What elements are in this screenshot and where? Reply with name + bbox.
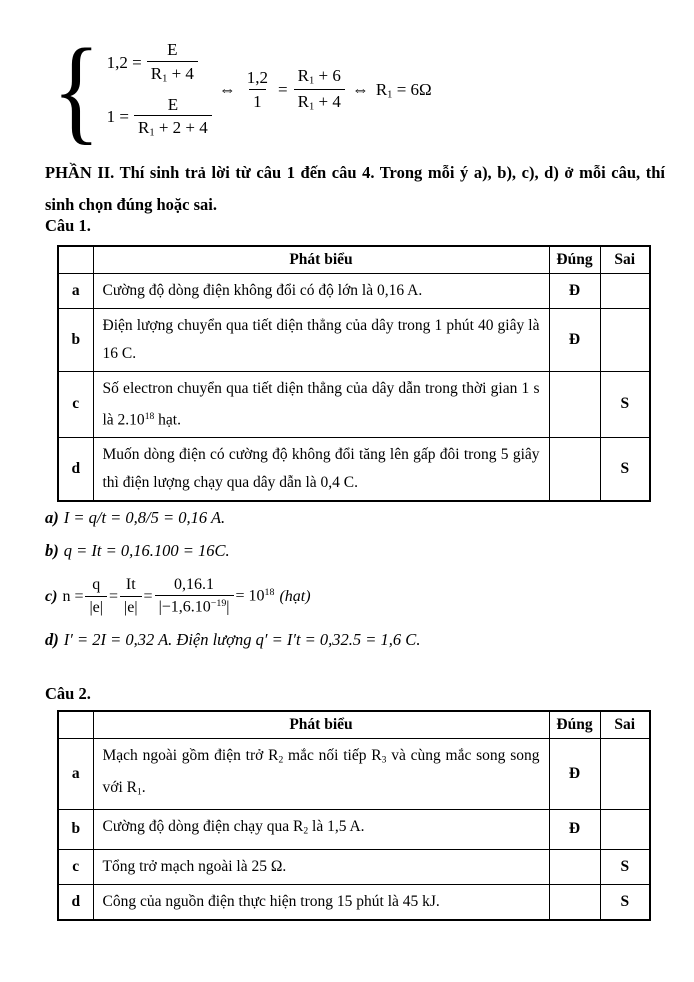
equation-1-lhs: 1,2 = <box>106 52 142 72</box>
equals-sign: = <box>278 80 288 99</box>
fraction-denominator: $R_1 + 4$ <box>147 61 198 86</box>
fraction-denominator: $|-1,6.10^{-19}|$ <box>155 595 234 617</box>
solution-label: a) <box>45 508 59 527</box>
fraction-numerator: 0,16.1 <box>174 576 215 593</box>
statement-cell: Muốn dòng điện có cường độ không đổi tăng lên gấp đôi trong 5 giây thì điện lượng chạy qua dây dẫn là 0,4 C. <box>93 437 549 501</box>
false-mark-cell: S <box>600 371 650 437</box>
solution-label: d) <box>45 630 59 650</box>
table-row <box>58 371 650 437</box>
fraction-e-over-r1p4 <box>147 40 198 85</box>
fraction-it-over-e <box>120 576 142 617</box>
false-mark-cell <box>600 273 650 308</box>
false-mark-cell <box>600 810 650 849</box>
statement-cell: Số electron chuyển qua tiết diện thẳng của dây dẫn trong thời gian 1 s là 2.10$^{18}$ hạt. <box>93 371 549 437</box>
true-mark-cell <box>549 884 600 920</box>
row-letter-cell: a <box>58 738 93 810</box>
header-false-cell: Sai <box>600 711 650 738</box>
question1-table <box>57 245 651 502</box>
equals-sign: = <box>108 587 119 605</box>
header-statement-cell: Phát biểu <box>93 246 549 273</box>
table-row <box>58 437 650 501</box>
question1-label: Câu 1. <box>45 216 91 235</box>
true-mark-cell <box>549 371 600 437</box>
header-true-cell: Đúng <box>549 711 600 738</box>
equals-sign: = <box>143 587 153 605</box>
fraction-denominator: $R_1 + 4$ <box>294 89 345 114</box>
table-header-row <box>58 711 650 738</box>
fraction-denominator: 1 <box>249 89 266 112</box>
row-letter-cell: d <box>58 437 93 501</box>
solution-line-d <box>45 629 420 651</box>
question2-label: Câu 2. <box>45 684 91 703</box>
solution-line-c <box>45 576 420 617</box>
fraction-numerator: $R_1 + 6$ <box>297 66 341 87</box>
equation-2 <box>107 95 212 140</box>
header-false-cell: Sai <box>600 246 650 273</box>
solution-text: I′ = 2I = 0,32 A. Điện lượng q′ = I′t = 0,32.5 = 1,6 C. <box>63 630 421 650</box>
true-mark-cell: Đ <box>549 810 600 849</box>
formula-derivation-block <box>48 24 432 155</box>
table-header-row <box>58 246 650 273</box>
fraction-r1-ratio <box>294 66 345 114</box>
fraction-numeric <box>155 576 234 617</box>
false-mark-cell: S <box>600 437 650 501</box>
solution-text: I = q/t = 0,8/5 = 0,16 A. <box>63 508 226 527</box>
false-mark-cell: S <box>600 849 650 884</box>
solution-label: b) <box>45 541 59 560</box>
statement-cell: Điện lượng chuyển qua tiết diện thẳng của dây trong 1 phút 40 giây là 16 C. <box>93 308 549 371</box>
fraction-numerator: 1,2 <box>246 68 269 88</box>
table-row <box>58 308 650 371</box>
solution-text: q = It = 0,16.100 = 16C. <box>63 541 230 560</box>
equivalence-arrow: ⇔ <box>218 80 236 99</box>
fraction-denominator: |e| <box>85 596 107 617</box>
false-mark-cell: S <box>600 884 650 920</box>
fraction-e-over-r1p2p4 <box>134 95 212 140</box>
question1-solutions <box>45 507 420 662</box>
statement-cell: Công của nguồn điện thực hiện trong 15 phút là 45 kJ. <box>93 884 549 920</box>
solution-c-result: = $10^{18}$ <box>235 587 275 605</box>
equation-system <box>107 40 212 140</box>
system-brace: { <box>52 24 101 155</box>
formula-result: $R_1 = 6\Omega$ <box>375 79 432 101</box>
header-empty-cell <box>58 246 93 273</box>
solution-line-b <box>45 540 420 562</box>
table-row <box>58 810 650 849</box>
solution-line-a <box>45 507 420 529</box>
statement-cell: Mạch ngoài gồm điện trở $R_2$ mắc nối tiếp $R_3$ và cùng mắc song song với $R_1$. <box>93 738 549 810</box>
false-mark-cell <box>600 308 650 371</box>
table-row <box>58 849 650 884</box>
table-row <box>58 738 650 810</box>
table-row <box>58 884 650 920</box>
statement-cell: Cường độ dòng điện không đổi có độ lớn là 0,16 A. <box>93 273 549 308</box>
statement-cell: Tổng trở mạch ngoài là 25 Ω. <box>93 849 549 884</box>
solution-label: c) <box>45 587 58 605</box>
row-letter-cell: c <box>58 849 93 884</box>
fraction-ratio <box>243 68 272 111</box>
fraction-numerator: E <box>167 40 178 60</box>
true-mark-cell <box>549 437 600 501</box>
fraction-numerator: E <box>167 94 179 114</box>
true-mark-cell: Đ <box>549 273 600 308</box>
solution-c-lhs: n = <box>62 587 84 605</box>
header-true-cell: Đúng <box>549 246 600 273</box>
equation-2-lhs: 1 = <box>106 107 129 127</box>
true-mark-cell: Đ <box>549 308 600 371</box>
true-mark-cell: Đ <box>549 738 600 810</box>
row-letter-cell: a <box>58 273 93 308</box>
statement-cell: Cường độ dòng điện chạy qua $R_2$ là 1,5 A. <box>93 810 549 849</box>
part2-heading: PHẦN II. Thí sinh trả lời từ câu 1 đến câu 4. Trong mỗi ý a), b), c), d) ở mỗi câu, thí sinh chọn đúng hoặc sai. <box>45 163 665 214</box>
fraction-q-over-e <box>85 576 107 617</box>
header-empty-cell <box>58 711 93 738</box>
fraction-denominator: |e| <box>120 596 142 617</box>
fraction-denominator: $R_1 + 2 + 4$ <box>134 115 212 140</box>
equivalence-arrow: ⇔ <box>351 80 369 99</box>
question2-table <box>57 710 651 921</box>
fraction-numerator: q <box>92 576 101 594</box>
row-letter-cell: d <box>58 884 93 920</box>
row-letter-cell: c <box>58 371 93 437</box>
false-mark-cell <box>600 738 650 810</box>
row-letter-cell: b <box>58 308 93 371</box>
row-letter-cell: b <box>58 810 93 849</box>
solution-c-unit: (hạt) <box>279 587 311 605</box>
equation-1 <box>107 40 212 85</box>
fraction-numerator: It <box>125 576 136 594</box>
true-mark-cell <box>549 849 600 884</box>
table-row <box>58 273 650 308</box>
header-statement-cell: Phát biểu <box>93 711 549 738</box>
